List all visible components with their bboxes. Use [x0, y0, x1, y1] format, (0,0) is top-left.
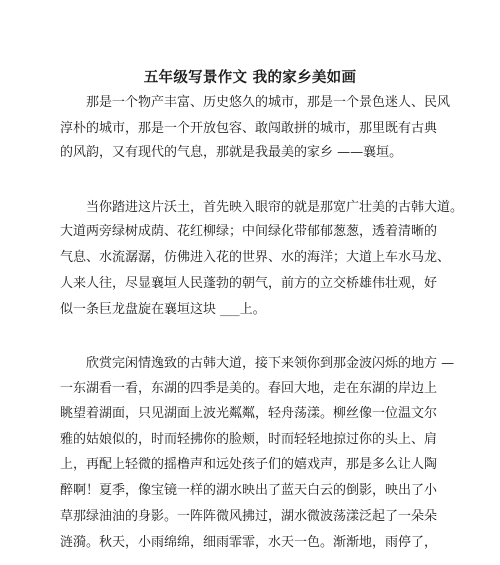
text-line: 人来人往，尽显襄垣人民蓬勃的朝气，前方的立交桥雄伟壮观，好 [60, 276, 438, 291]
text-line: 草那绿油油的身影。一阵阵微风拂过，湖水微波荡漾泛起了一朵朵 [60, 509, 438, 524]
document-title: 五年级写景作文 我的家乡美如画 [143, 69, 357, 86]
text-line: 那是一个物产丰富、历史悠久的城市，那是一个景色迷人、民风 [86, 95, 451, 110]
text-line: 似一条巨龙盘旋在襄垣这块 ___上。 [60, 302, 266, 317]
text-line: 上，再配上轻微的摇橹声和远处孩子们的嬉戏声，那是多么让人陶 [60, 457, 438, 472]
text-line: 涟漪。秋天，小雨绵绵，细雨霏霏，水天一色。渐渐地，雨停了， [60, 535, 438, 550]
text-line: 一东湖看一看，东湖的四季是美的。春回大地，走在东湖的岸边上 [60, 381, 438, 396]
text-line: 欣赏完闲情逸致的古韩大道，接下来领你到那金波闪烁的地方 — [86, 356, 455, 371]
text-line: 当你踏进这片沃土，首先映入眼帘的就是那宽广壮美的古韩大道。 [86, 200, 464, 215]
text-line: 雅的姑娘似的，时而轻拂你的脸颊，时而轻轻地掠过你的头上、肩 [60, 432, 438, 447]
text-line: 气息、水流潺潺，仿佛进入花的世界、水的海洋；大道上车水马龙、 [60, 250, 451, 265]
text-line: 淳朴的城市，那是一个开放包容、敢闯敢拼的城市，那里既有古典 [60, 121, 438, 136]
text-line: 的风韵，又有现代的气息，那就是我最美的家乡 ——襄垣。 [60, 145, 403, 160]
text-line: 大道两旁绿树成荫、花红柳绿；中间绿化带郁郁葱葱，透着清晰的 [60, 224, 438, 239]
text-line: 眺望着湖面，只见湖面上波光粼粼，轻舟荡漾。柳丝像一位温文尔 [60, 406, 438, 421]
text-line: 醉啊！夏季，像宝镜一样的湖水映出了蓝天白云的倒影，映出了小 [60, 483, 438, 498]
